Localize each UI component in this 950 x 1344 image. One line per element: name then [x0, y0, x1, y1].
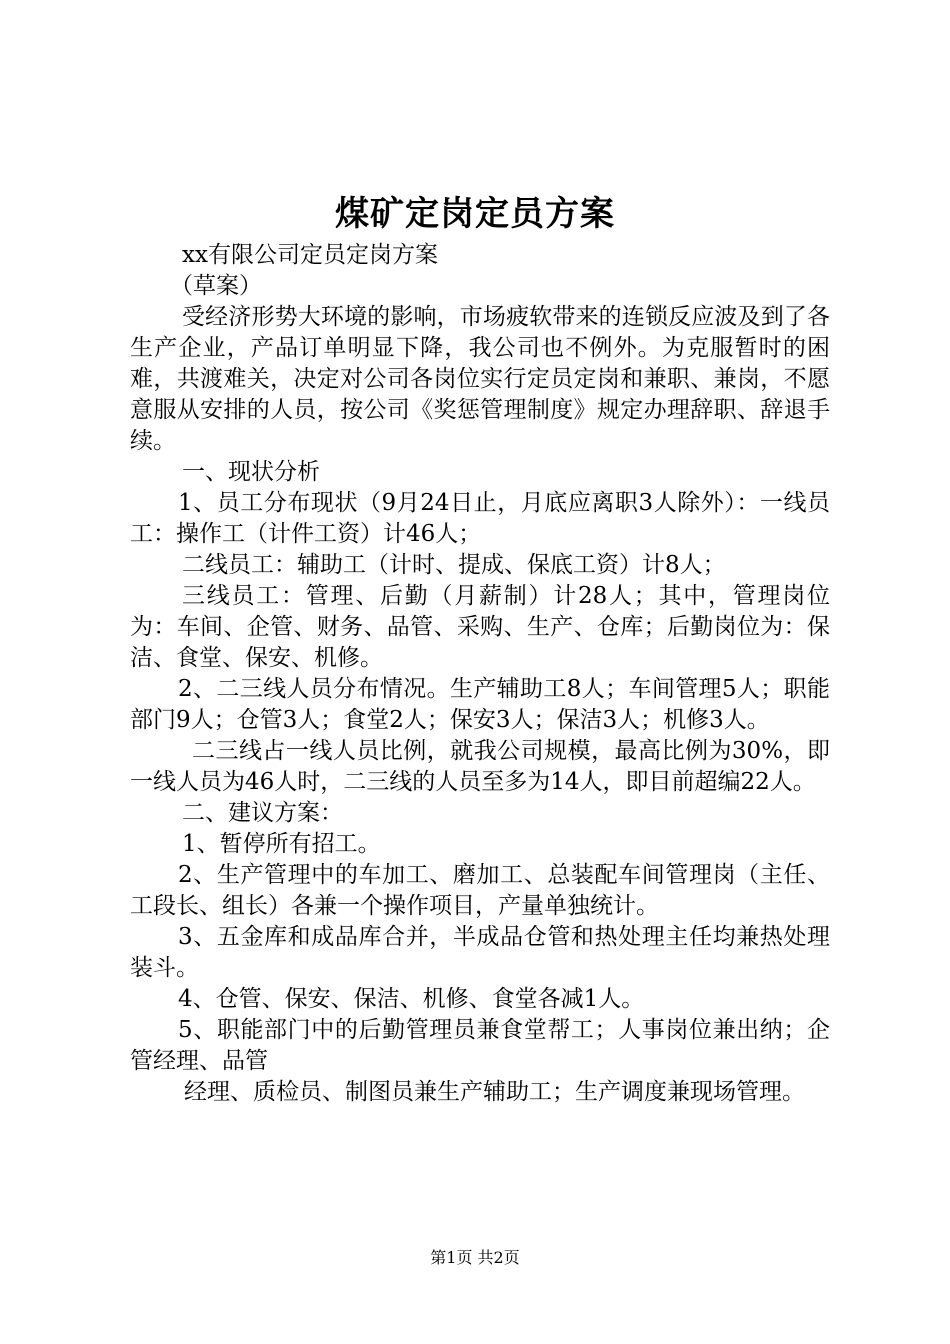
status-item-third-line: 三线员工：管理、后勤（月薪制）计28人；其中，管理岗位为：车间、企管、财务、品管、采购、生产、仓库；后勤岗位为：保洁、食堂、保安、机修。	[130, 583, 830, 671]
ratio-paragraph: 二三线占一线人员比例，就我公司规模，最高比例为30%，即一线人员为46人时，二三线的人员至多为14人，即目前超编22人。	[130, 738, 830, 795]
section-heading-proposal: 二、建议方案：	[182, 800, 343, 826]
proposal-item-5-continued: 经理、质检员、制图员兼生产辅助工；生产调度兼现场管理。	[184, 1079, 805, 1105]
company-heading: xx有限公司定员定岗方案	[182, 242, 438, 268]
page-footer: 第1页 共2页	[430, 1248, 520, 1267]
proposal-item-1: 1、暂停所有招工。	[182, 831, 381, 857]
intro-paragraph: 受经济形势大环境的影响，市场疲软带来的连锁反应波及到了各生产企业，产品订单明显下降，我公司也不例外。为克服暂时的困难，共渡难关，决定对公司各岗位实行定员定岗和兼职、兼岗，不愿意服从安排的人员，按公司《奖惩管理制度》规定办理辞职、辞退手续。	[130, 304, 830, 454]
status-item-2: 2、二三线人员分布情况。生产辅助工8人；车间管理5人；职能部门9人；仓管3人；食堂2人；保安3人；保洁3人；机修3人。	[130, 676, 830, 733]
proposal-item-3: 3、五金库和成品库合并，半成品仓管和热处理主任均兼热处理装斗。	[130, 924, 830, 981]
proposal-item-2: 2、生产管理中的车加工、磨加工、总装配车间管理岗（主任、工段长、组长）各兼一个操作项目，产量单独统计。	[130, 862, 830, 919]
status-item-second-line: 二线员工：辅助工（计时、提成、保底工资）计8人；	[182, 552, 726, 578]
proposal-item-5: 5、职能部门中的后勤管理员兼食堂帮工；人事岗位兼出纳；企管经理、品管	[130, 1017, 830, 1074]
status-item-1: 1、员工分布现状（9月24日止，月底应离职3人除外）：一线员工：操作工（计件工资）计46人；	[130, 490, 830, 547]
document-body	[130, 240, 830, 1108]
section-heading-status: 一、现状分析	[182, 459, 320, 485]
draft-label: （草案）	[170, 273, 262, 299]
proposal-item-4: 4、仓管、保安、保洁、机修、食堂各减1人。	[178, 986, 645, 1012]
document-title: 煤矿定岗定员方案	[335, 194, 615, 234]
